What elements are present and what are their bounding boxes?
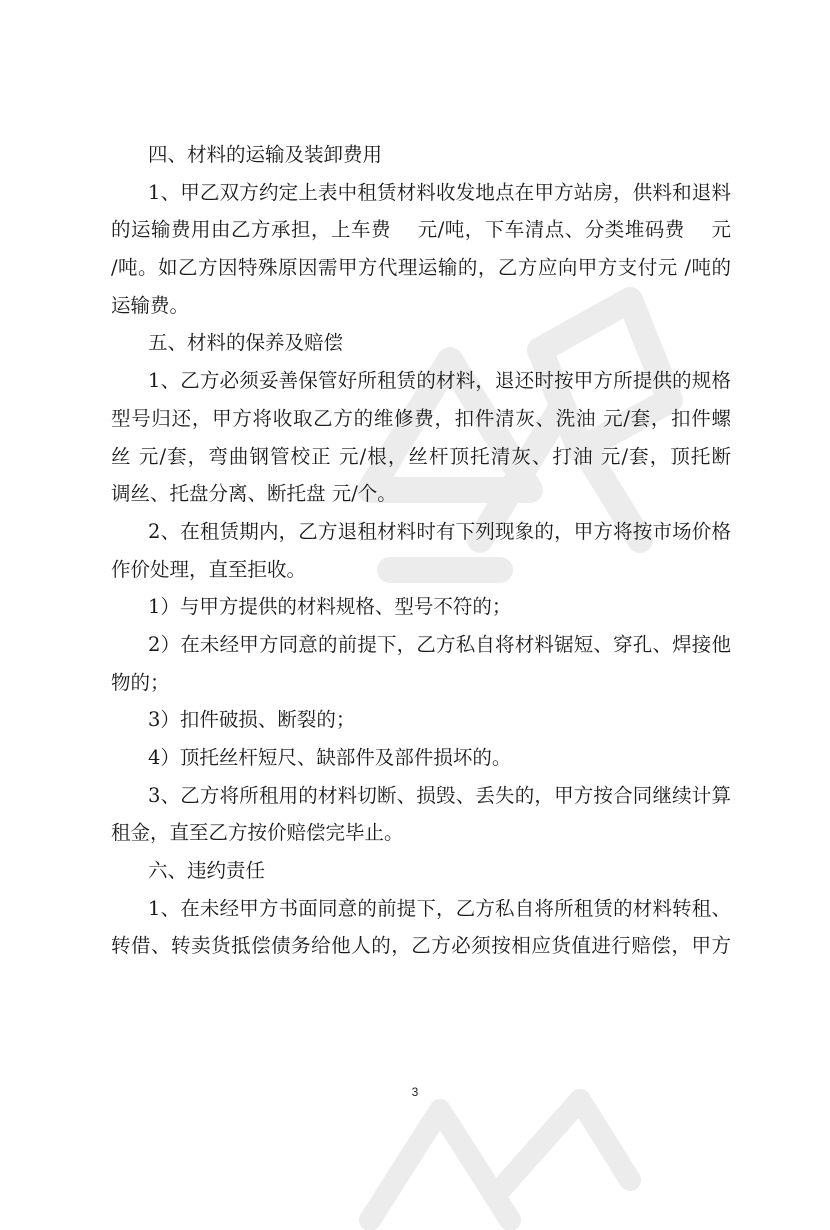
text-line: 物的； [111, 670, 170, 694]
text-line: 六、违约责任 [148, 859, 266, 883]
text-line: 1）与甲方提供的材料规格、型号不符的； [148, 595, 512, 619]
page-number: 3 [411, 1085, 419, 1099]
text-line: 3、乙方将所租用的材料切断、损毁、丢失的，甲方按合同继续计算 [148, 783, 731, 807]
text-line: 3）扣件破损、断裂的； [148, 708, 356, 732]
text-line: 丝 元/套，弯曲钢管校正 元/根，丝杆顶托清灰、打油 元/套，顶托断 [111, 444, 731, 468]
text-line: 转借、转卖货抵偿债务给他人的，乙方必须按相应货值进行赔偿，甲方 [111, 934, 731, 958]
text-line: 租金，直至乙方按价赔偿完毕止。 [111, 821, 404, 845]
text-line: 的运输费用由乙方承担，上车费 元/吨，下车清点、分类堆码费 元 [111, 218, 731, 242]
text-line: /吨。如乙方因特殊原因需甲方代理运输的，乙方应向甲方支付元 /吨的 [111, 256, 731, 280]
text-line: 作价处理，直至拒收。 [111, 557, 307, 581]
document-body [111, 136, 731, 965]
text-line: 五、材料的保养及赔偿 [148, 331, 344, 355]
text-line: 调丝、托盘分离、断托盘 元/个。 [111, 482, 397, 506]
text-line: 型号归还，甲方将收取乙方的维修费，扣件清灰、洗油 元/套，扣件螺 [111, 406, 731, 430]
text-line: 运输费。 [111, 293, 190, 317]
text-line: 1、在未经甲方书面同意的前提下，乙方私自将所租赁的材料转租、 [148, 896, 731, 920]
text-line: 2）在未经甲方同意的前提下，乙方私自将材料锯短、穿孔、焊接他 [148, 632, 731, 656]
text-line: 4）顶托丝杆短尺、缺部件及部件损坏的。 [148, 746, 512, 769]
text-line: 1、乙方必须妥善保管好所租赁的材料，退还时按甲方所提供的规格 [148, 369, 731, 393]
text-line: 四、材料的运输及装卸费用 [148, 143, 383, 166]
text-line: 2、在租赁期内，乙方退租材料时有下列现象的，甲方将按市场价格 [148, 519, 731, 543]
text-line: 1、甲乙双方约定上表中租赁材料收发地点在甲方站房，供料和退料 [148, 180, 731, 204]
